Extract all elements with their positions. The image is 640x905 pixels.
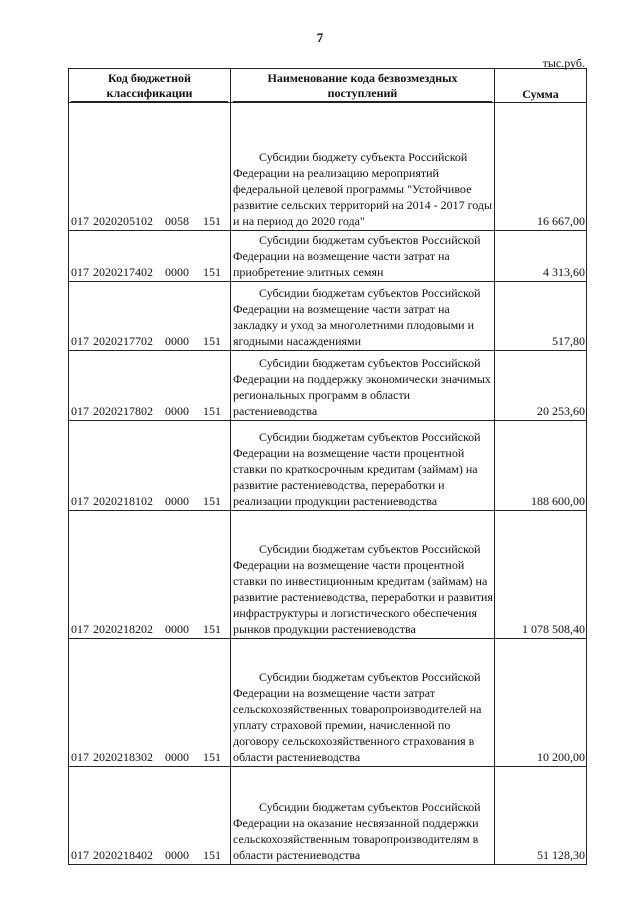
name-text: Субсидии бюджетам субъектов Российской Федерации на возмещение части процентной ставки по инвестиционным кредитам (займам) на развитие растениеводства, переработки и развития инфраструктуры и логистического обеспечения рынков продукции растениеводства (233, 542, 493, 636)
header-name (231, 69, 495, 103)
code-program: 0000 (165, 334, 189, 348)
sum-cell: 51 128,30 (495, 767, 587, 865)
code-cell (69, 639, 231, 767)
name-cell (231, 103, 495, 231)
budget-table (68, 68, 587, 865)
name-text: Субсидии бюджетам субъектов Российской Федерации на возмещение части процентной ставки по краткосрочным кредитам (займам) на развитие растениеводства, переработки и реализации продукции растениеводства (233, 430, 481, 508)
header-name-label: Наименование кода безвозмездных поступлений (233, 71, 492, 102)
sum-cell: 4 313,60 (495, 231, 587, 282)
header-code (69, 69, 231, 103)
sum-cell: 20 253,60 (495, 351, 587, 421)
code-program: 0000 (165, 265, 189, 279)
sum-cell: 188 600,00 (495, 421, 587, 511)
code-admin: 017 (71, 622, 89, 636)
name-cell (231, 282, 495, 351)
sum-cell: 1 078 508,40 (495, 511, 587, 639)
code-admin: 017 (71, 404, 89, 418)
table-row (69, 231, 587, 282)
units-label: тыс.руб. (542, 56, 585, 70)
sum-cell: 16 667,00 (495, 103, 587, 231)
code-program: 0000 (165, 848, 189, 862)
code-cell (69, 767, 231, 865)
table-row (69, 511, 587, 639)
table-header-row (69, 69, 587, 103)
code-kosgu: 151 (203, 265, 221, 279)
code-admin: 017 (71, 750, 89, 764)
code-kosgu: 151 (203, 494, 221, 508)
code-program: 0000 (165, 404, 189, 418)
table-row (69, 282, 587, 351)
code-kosgu: 151 (203, 750, 221, 764)
table-row (69, 421, 587, 511)
code-admin: 017 (71, 265, 89, 279)
code-admin: 017 (71, 494, 89, 508)
code-admin: 017 (71, 334, 89, 348)
code-type: 2020218402 (93, 848, 153, 862)
page-number: 7 (316, 30, 324, 45)
code-type: 2020218202 (93, 622, 153, 636)
sum-cell: 10 200,00 (495, 639, 587, 767)
code-cell (69, 282, 231, 351)
code-cell (69, 511, 231, 639)
header-code-label: Код бюджетной классификации (71, 71, 228, 102)
name-text: Субсидии бюджетам субъектов Российской Федерации на возмещение части затрат на закладку и уход за многолетними плодовыми и ягодными насаждениями (233, 286, 481, 348)
code-admin: 017 (71, 848, 89, 862)
code-cell (69, 351, 231, 421)
code-type: 2020218102 (93, 494, 153, 508)
table-row (69, 767, 587, 865)
code-kosgu: 151 (203, 214, 221, 228)
code-type: 2020205102 (93, 214, 153, 228)
sum-cell: 517,80 (495, 282, 587, 351)
name-cell (231, 511, 495, 639)
code-type: 2020217402 (93, 265, 153, 279)
code-kosgu: 151 (203, 334, 221, 348)
name-text: Субсидии бюджетам субъектов Российской Федерации на поддержку экономически значимых региональных программ в области растениеводства (233, 356, 491, 418)
header-sum-label: Сумма (522, 87, 559, 101)
code-program: 0000 (165, 750, 189, 764)
table-row (69, 639, 587, 767)
code-kosgu: 151 (203, 622, 221, 636)
name-text: Субсидии бюджетам субъектов Российской Федерации на возмещение части затрат на приобретение элитных семян (233, 233, 481, 279)
table-row (69, 351, 587, 421)
code-program: 0000 (165, 494, 189, 508)
name-cell (231, 351, 495, 421)
code-cell (69, 421, 231, 511)
table-row (69, 103, 587, 231)
code-type: 2020218302 (93, 750, 153, 764)
name-text: Субсидии бюджетам субъектов Российской Федерации на оказание несвязанной поддержки сельскохозяйственным товаропроизводителям в области растениеводства (233, 800, 481, 862)
name-cell (231, 767, 495, 865)
code-program: 0058 (165, 214, 189, 228)
code-cell (69, 103, 231, 231)
code-program: 0000 (165, 622, 189, 636)
code-cell (69, 231, 231, 282)
name-cell (231, 421, 495, 511)
name-cell (231, 231, 495, 282)
code-admin: 017 (71, 214, 89, 228)
code-kosgu: 151 (203, 848, 221, 862)
header-sum (495, 69, 587, 103)
code-kosgu: 151 (203, 404, 221, 418)
code-type: 2020217702 (93, 334, 153, 348)
name-text: Субсидии бюджету субъекта Российской Федерации на реализацию мероприятий федеральной целевой программы "Устойчивое развитие сельских территорий на 2014 - 2017 годы и на период до 2020 года" (233, 150, 493, 228)
name-text: Субсидии бюджетам субъектов Российской Федерации на возмещение части затрат сельскохозяйственных товаропроизводителей на уплату страховой премии, начисленной по договору сельскохозяйственного страхования в области растениеводства (233, 670, 482, 764)
code-type: 2020217802 (93, 404, 153, 418)
name-cell (231, 639, 495, 767)
